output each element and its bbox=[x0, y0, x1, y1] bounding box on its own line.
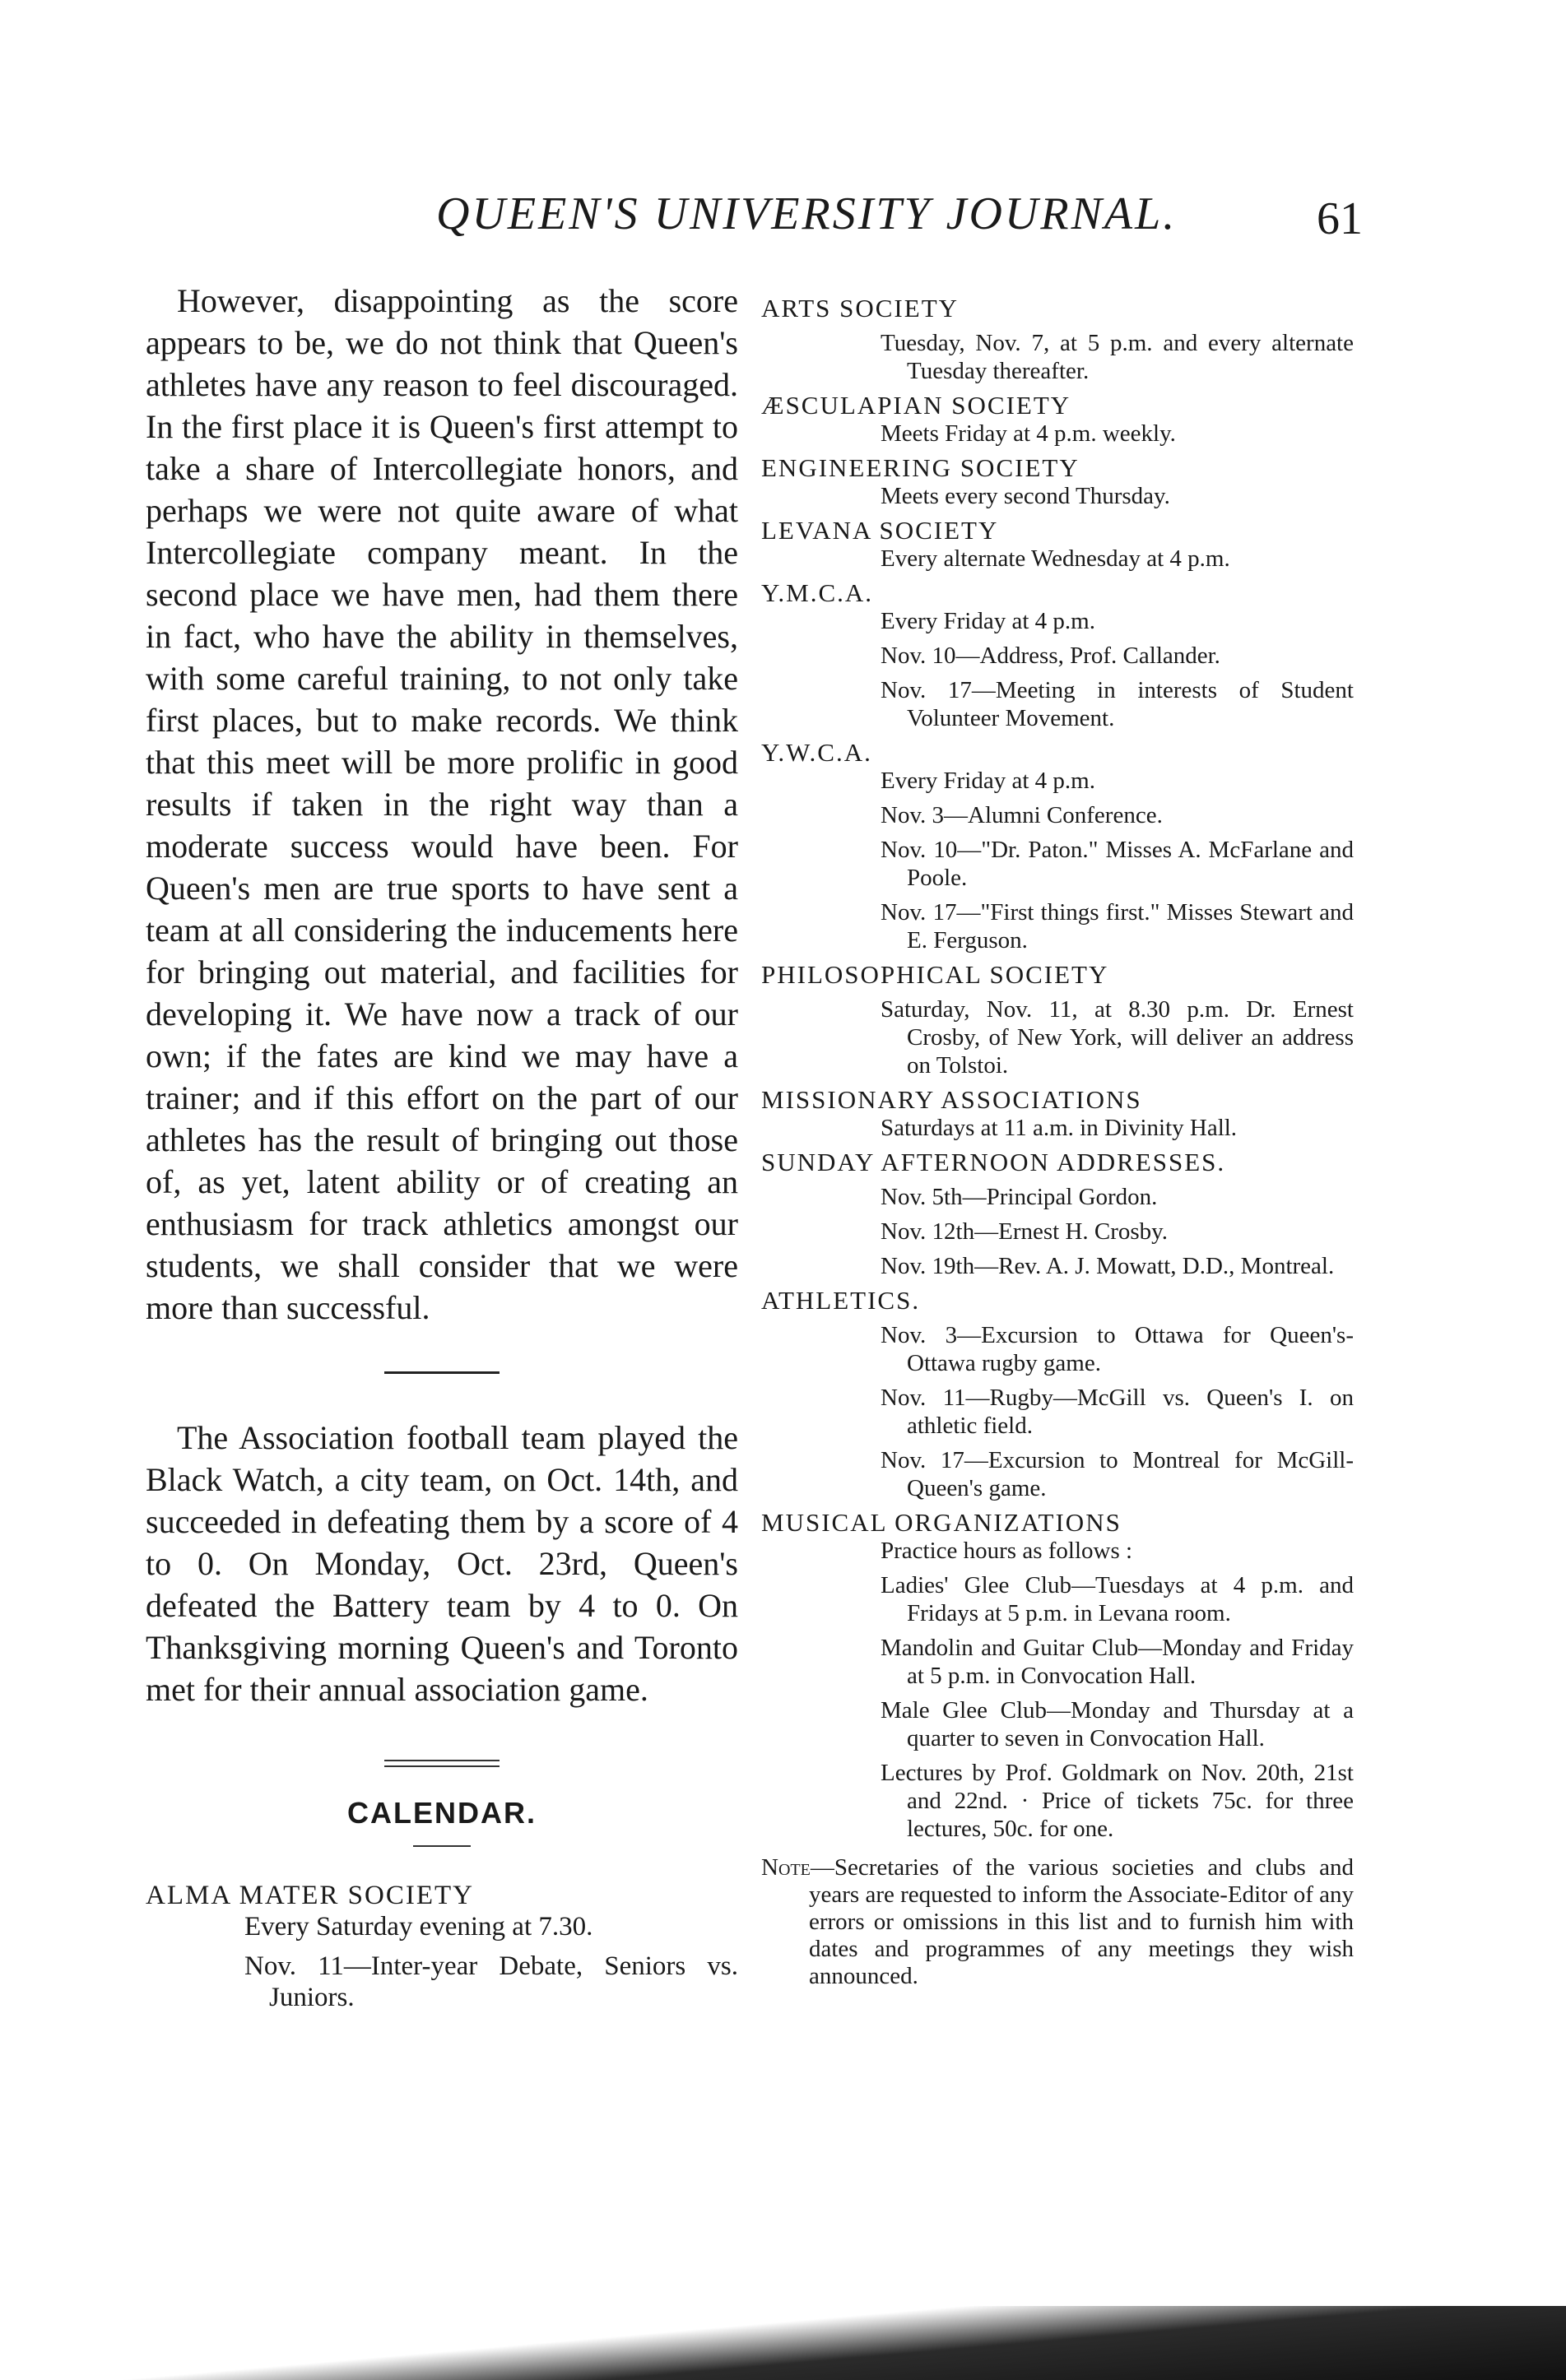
calendar-entry: Nov. 11—Inter-year Debate, Seniors vs. Juniors. bbox=[244, 1951, 738, 2012]
section-heading: SUNDAY AFTERNOON ADDRESSES. bbox=[761, 1148, 1226, 1176]
section-heading: ÆSCULAPIAN SOCIETY bbox=[761, 391, 1071, 420]
page-edge-shadow bbox=[0, 2306, 1566, 2380]
calendar-entry: Nov. 17—Meeting in interests of Student Volunteer Movement. bbox=[881, 677, 1354, 731]
section-heading: Y.W.C.A. bbox=[761, 738, 872, 767]
section-heading: ARTS SOCIETY bbox=[761, 294, 960, 322]
calendar-rule bbox=[413, 1845, 471, 1847]
calendar-entry: Nov. 5th—Principal Gordon. bbox=[881, 1184, 1158, 1210]
calendar-entry: Practice hours as follows : bbox=[881, 1538, 1133, 1564]
article-paragraph-athletics: However, disappointing as the score appears to be, we do not think that Queen's athletes have any reason to feel discouraged. In the first place it is Queen's first attempt to take a share of Intercollegiate honors, and perhaps we were not quite aware of what Intercollegiate company meant. In the second place we have men, had them there in fact, who have the ability in themselves, with some careful training, to not only take first places, but to make records. We think that this meet will be more prolific in good results if taken in the right way than a moderate success would have been. For Queen's men are true sports to have sent a team at all considering the inducements here for bringing out material, and facilities for developing it. We have now a track of our own; if the fates are kind we may have a trainer; and if this effort on the part of our athletes has the result of bringing out those of, as yet, latent ability or of creating an enthusiasm for track athletics amongst our students, we shall consider that we were more than successful. bbox=[146, 282, 738, 1326]
calendar-entry: Male Glee Club—Monday and Thursday at a quarter to seven in Convocation Hall. bbox=[881, 1697, 1354, 1751]
calendar-section-levana bbox=[761, 517, 1354, 573]
section-heading: ATHLETICS. bbox=[761, 1286, 921, 1315]
section-divider bbox=[384, 1371, 500, 1374]
calendar-entry: Ladies' Glee Club—Tuesdays at 4 p.m. and Fridays at 5 p.m. in Levana room. bbox=[881, 1572, 1354, 1626]
calendar-section-aesculapian bbox=[761, 392, 1354, 448]
calendar-section-missionary bbox=[761, 1086, 1354, 1142]
calendar-entry: Nov. 17—Excursion to Montreal for McGill-Queen's game. bbox=[881, 1447, 1354, 1501]
calendar-entry: Every Friday at 4 p.m. bbox=[881, 768, 1095, 794]
right-column-calendar bbox=[761, 288, 1354, 1990]
calendar-entry: Lectures by Prof. Goldmark on Nov. 20th, 21st and 22nd. · Price of tickets 75c. for three lectures, 50c. for one. bbox=[881, 1760, 1354, 1842]
section-heading: ALMA MATER SOCIETY bbox=[146, 1881, 475, 1910]
section-heading: Y.M.C.A. bbox=[761, 578, 874, 607]
section-heading: ENGINEERING SOCIETY bbox=[761, 453, 1080, 482]
calendar-entry: Saturdays at 11 a.m. in Divinity Hall. bbox=[881, 1115, 1238, 1141]
calendar-entry: Nov. 10—"Dr. Paton." Misses A. McFarlane and Poole. bbox=[881, 837, 1354, 891]
calendar-entry: Mandolin and Guitar Club—Monday and Friday at 5 p.m. in Convocation Hall. bbox=[881, 1635, 1354, 1689]
calendar-section-athletics bbox=[761, 1287, 1354, 1502]
calendar-entry: Every Friday at 4 p.m. bbox=[881, 608, 1095, 634]
calendar-entry: Every Saturday evening at 7.30. bbox=[244, 1912, 593, 1942]
calendar-section-sunday-addresses bbox=[761, 1148, 1354, 1280]
editorial-note bbox=[761, 1854, 1354, 1990]
calendar-heading: CALENDAR. bbox=[347, 1796, 537, 1830]
section-heading: MISSIONARY ASSOCIATIONS bbox=[761, 1085, 1142, 1114]
calendar-entry: Nov. 10—Address, Prof. Callander. bbox=[881, 643, 1220, 669]
note-label: Note bbox=[761, 1854, 811, 1881]
calendar-section-arts bbox=[761, 295, 1354, 385]
calendar-entry: Nov. 19th—Rev. A. J. Mowatt, D.D., Montreal. bbox=[881, 1253, 1335, 1279]
section-heading: MUSICAL ORGANIZATIONS bbox=[761, 1508, 1122, 1537]
page-number: 61 bbox=[1317, 193, 1363, 244]
calendar-section-alma-mater bbox=[146, 1880, 738, 2013]
calendar-entry: Nov. 3—Alumni Conference. bbox=[881, 802, 1163, 828]
left-column bbox=[146, 280, 738, 2013]
calendar-section-musical bbox=[761, 1509, 1354, 1843]
section-heading: LEVANA SOCIETY bbox=[761, 516, 999, 545]
calendar-section-philosophical bbox=[761, 961, 1354, 1079]
calendar-entry: Meets Friday at 4 p.m. weekly. bbox=[881, 420, 1176, 447]
calendar-entry: Nov. 3—Excursion to Ottawa for Queen's-Ottawa rugby game. bbox=[881, 1322, 1354, 1376]
calendar-entry: Nov. 12th—Ernest H. Crosby. bbox=[881, 1218, 1169, 1245]
calendar-entry: Nov. 11—Rugby—McGill vs. Queen's I. on athletic field. bbox=[881, 1385, 1354, 1439]
page-header bbox=[0, 188, 1566, 253]
double-rule-divider bbox=[384, 1760, 500, 1767]
calendar-section-ywca bbox=[761, 739, 1354, 954]
calendar-entry: Saturday, Nov. 11, at 8.30 p.m. Dr. Ernest Crosby, of New York, will deliver an address on Tolstoi. bbox=[881, 996, 1354, 1079]
calendar-section-engineering bbox=[761, 454, 1354, 510]
calendar-entry: Every alternate Wednesday at 4 p.m. bbox=[881, 545, 1230, 572]
calendar-entry: Nov. 17—"First things first." Misses Stewart and E. Ferguson. bbox=[881, 899, 1354, 953]
calendar-section-ymca bbox=[761, 579, 1354, 732]
section-heading: PHILOSOPHICAL SOCIETY bbox=[761, 960, 1109, 989]
note-text: —Secretaries of the various societies and clubs and years are requested to inform the Associate-Editor of any errors or omissions in this list and to furnish him with dates and programmes of any meetings they wish announced. bbox=[809, 1854, 1354, 1989]
calendar-entry: Tuesday, Nov. 7, at 5 p.m. and every alternate Tuesday thereafter. bbox=[881, 330, 1354, 384]
article-paragraph-football: The Association football team played the Black Watch, a city team, on Oct. 14th, and succeeded in defeating them by a score of 4 to 0. On Monday, Oct. 23rd, Queen's defeated the Battery team by 4 to 0. On Thanksgiving morning Queen's and Toronto met for their annual association game. bbox=[146, 1419, 738, 1708]
journal-title: QUEEN'S UNIVERSITY JOURNAL. bbox=[436, 188, 1178, 239]
calendar-entry: Meets every second Thursday. bbox=[881, 483, 1170, 509]
